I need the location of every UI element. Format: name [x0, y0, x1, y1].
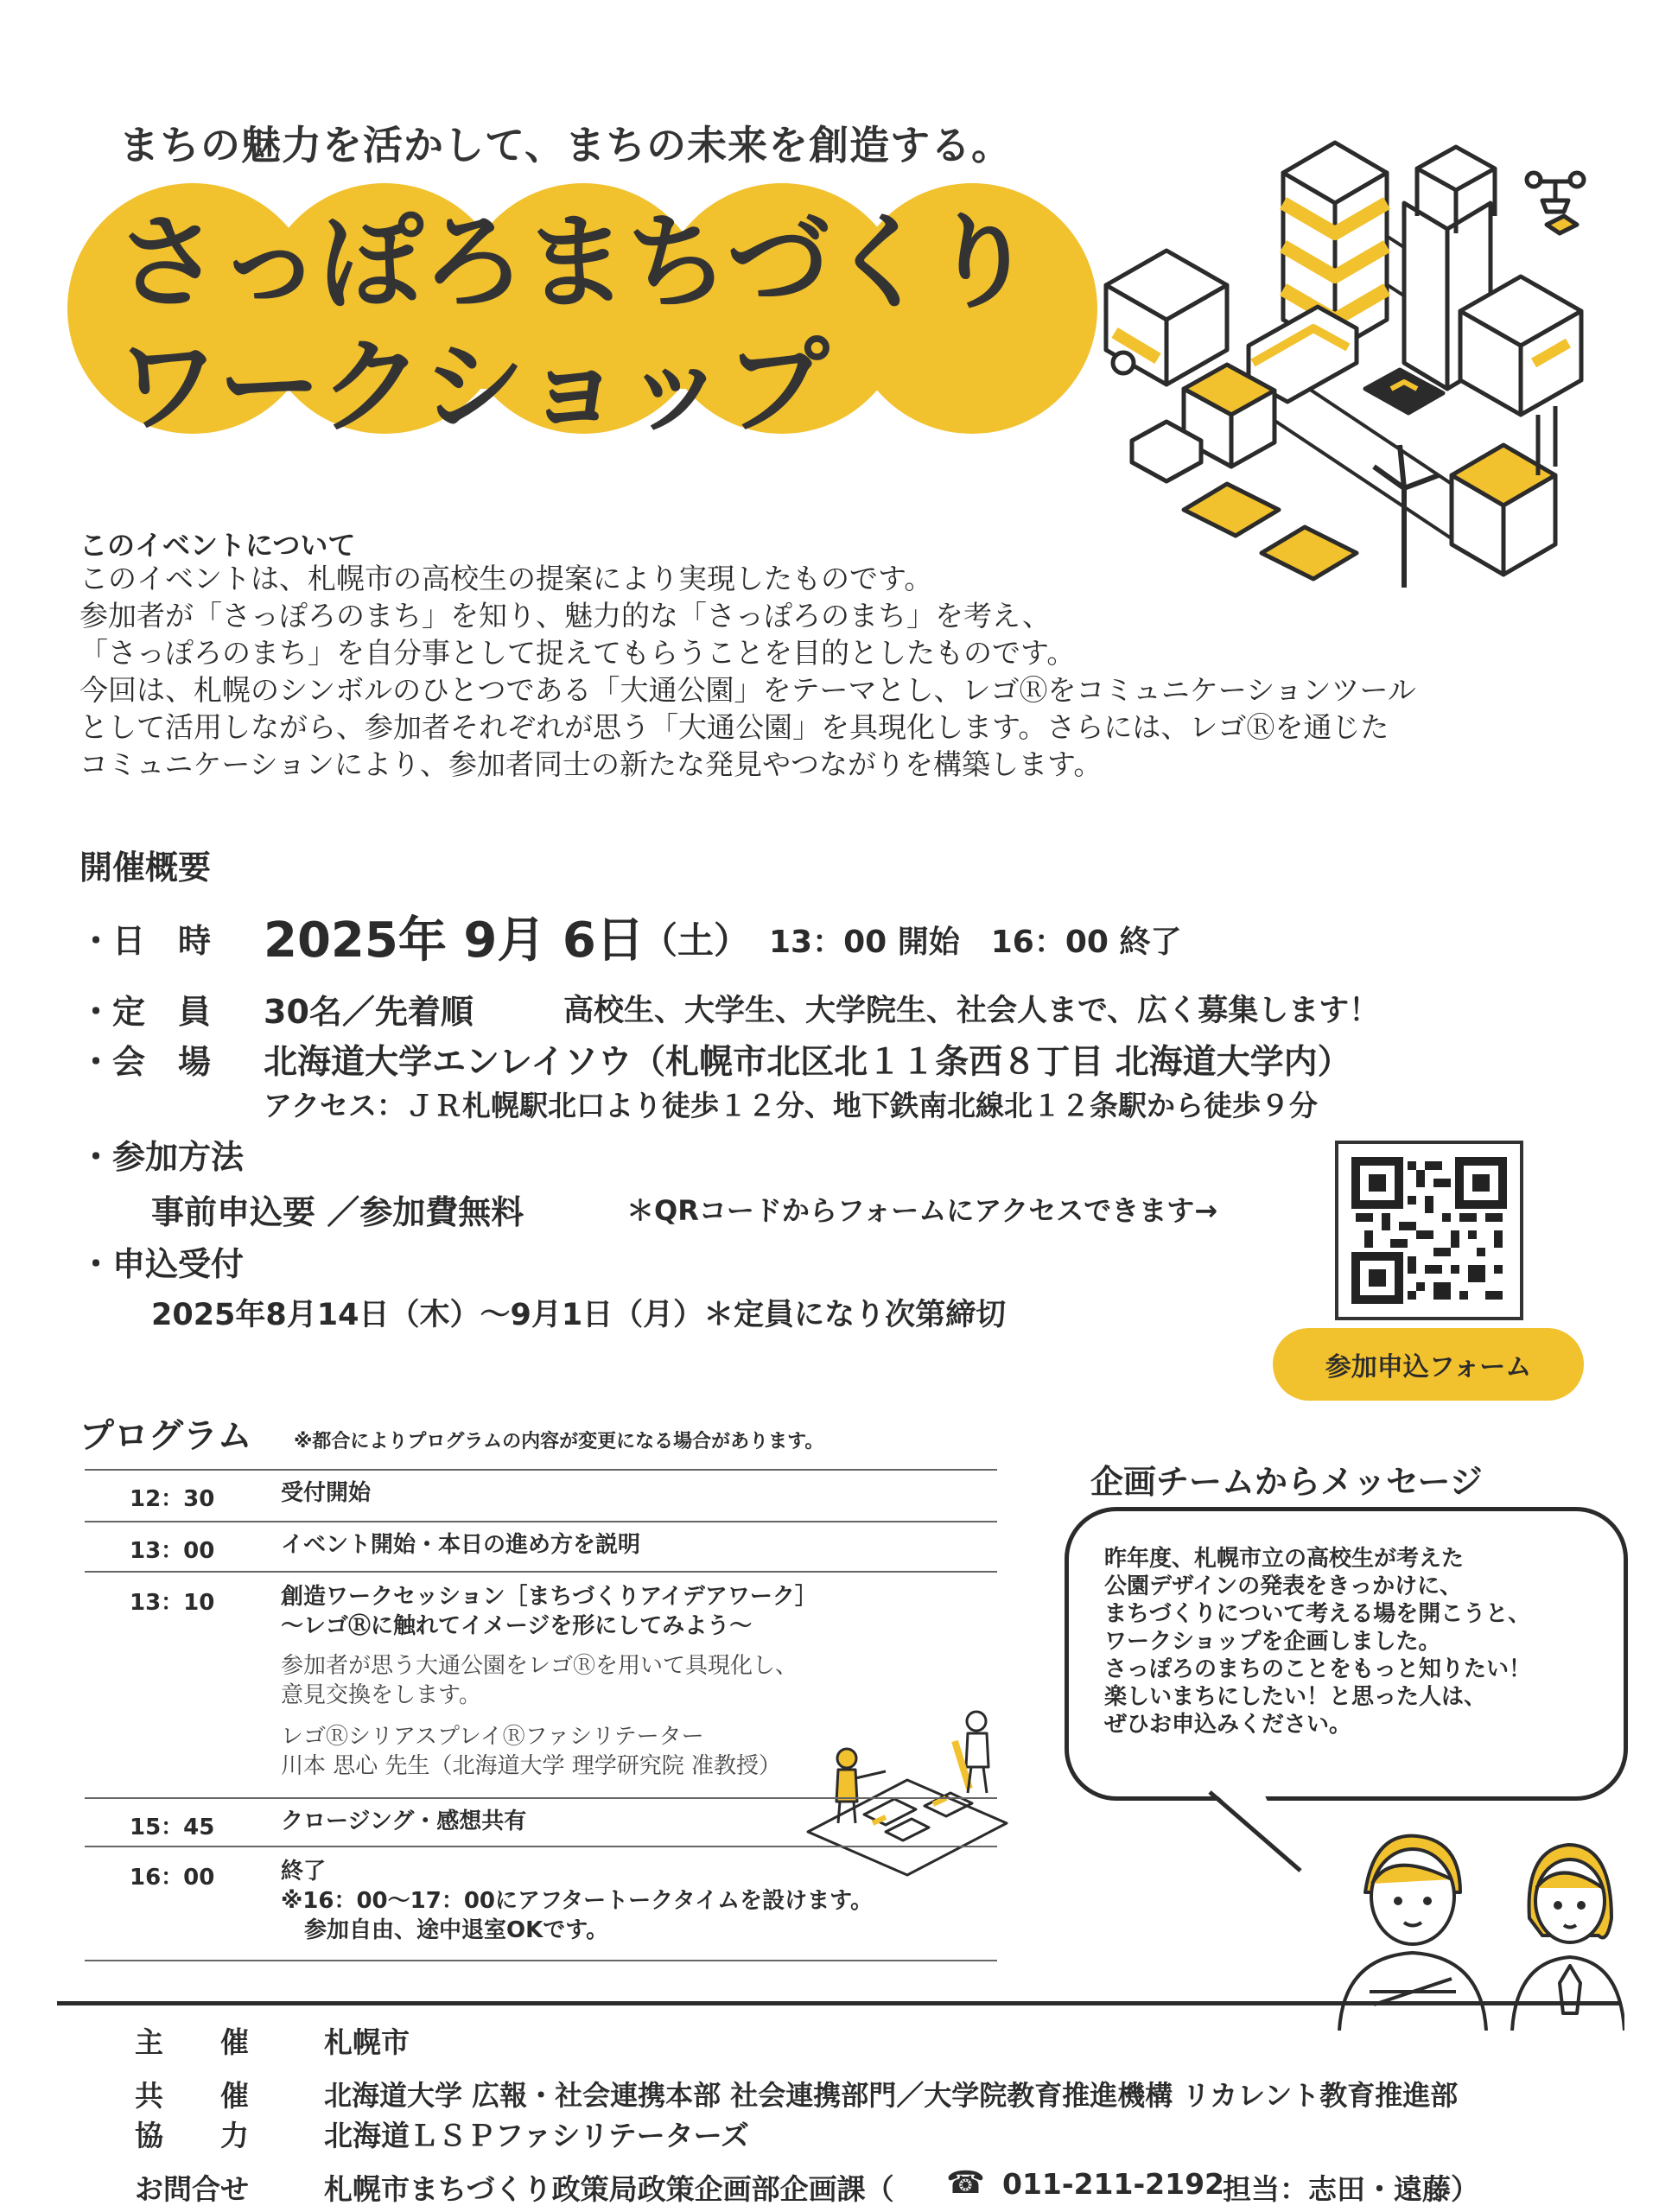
program-time: 13：10	[130, 1590, 215, 1616]
venue-row	[79, 1035, 211, 1083]
capacity-label: ・定 員	[79, 993, 212, 1031]
contact-phone[interactable]: 011-211-2192	[1002, 2167, 1225, 2201]
reception-label: ・申込受付	[79, 1245, 245, 1283]
message-line: 公園デザインの発表をきっかけに、	[1104, 1573, 1463, 1599]
city-illustration	[1097, 104, 1616, 605]
program-detail: 意見交換をします。	[281, 1682, 481, 1708]
contact-person: 担当：志田・遠藤）	[1223, 2172, 1479, 2206]
message-line: ワークショップを企画しました。	[1104, 1629, 1441, 1655]
datetime-label: ・日 時	[79, 922, 212, 960]
overview-heading: 開催概要	[79, 849, 212, 887]
about-line: 今回は、札幌のシンボルのひとつである「大通公園」をテーマとし、レゴⓇをコミュニケーションツール	[79, 673, 1416, 707]
datetime-row	[79, 914, 211, 962]
title-line-1: さっぽろまちづくり	[116, 203, 1033, 323]
venue-access: アクセス：ＪＲ札幌駅北口より徒歩１２分、地下鉄南北線北１２条駅から徒歩９分	[264, 1089, 1319, 1122]
apply-form-button[interactable]: 参加申込フォーム	[1273, 1328, 1584, 1401]
support-label: 協 力	[135, 2119, 249, 2152]
qr-code-pattern	[1338, 1144, 1520, 1317]
program-divider	[85, 1469, 997, 1471]
program-time: 12：30	[130, 1486, 215, 1512]
program-note-line: ※16：00～17：00にアフタートークタイムを設けます。	[281, 1888, 874, 1914]
program-divider	[85, 1521, 997, 1522]
contact-dept: 札幌市まちづくり政策局政策企画部企画課（	[324, 2172, 894, 2206]
program-divider	[85, 1797, 997, 1799]
method-row	[79, 1130, 244, 1178]
event-time: 13：00 開始 16：00 終了	[769, 925, 1182, 960]
about-line: 「さっぽろのまち」を自分事として捉えてもらうことを目的としたものです。	[79, 636, 1076, 670]
method-value: 事前申込要 ／参加費無料	[151, 1193, 524, 1231]
program-facilitator: 川本 思心 先生（北海道大学 理学研究院 准教授）	[281, 1753, 782, 1779]
about-body	[79, 560, 1566, 783]
reception-value: 2025年8月14日（木）～9月1日（月）＊定員になり次第締切	[151, 1298, 1007, 1332]
event-weekday: （土）	[641, 919, 751, 962]
capacity-value: 30名／先着順	[264, 993, 474, 1031]
message-heading: 企画チームからメッセージ	[1090, 1463, 1483, 1501]
program-title: 創造ワークセッション［まちづくりアイデアワーク］	[281, 1584, 817, 1610]
program-divider	[85, 1571, 997, 1573]
message-line: 昨年度、札幌市立の高校生が考えた	[1104, 1546, 1465, 1572]
capacity-row	[79, 985, 211, 1033]
organizer-value: 札幌市	[324, 2025, 410, 2059]
program-title: クロージング・感想共有	[281, 1808, 527, 1834]
message-text	[1104, 1545, 1531, 1738]
program-facilitator: レゴⓇシリアスプレイⓇファシリテーター	[281, 1724, 704, 1750]
message-line: 楽しいまちにしたい！と思った人は、	[1104, 1684, 1487, 1710]
event-date: 2025年 9月 6日	[264, 912, 645, 969]
program-note: ※都合によりプログラムの内容が変更になる場合があります。	[294, 1431, 824, 1452]
qr-code[interactable]	[1335, 1141, 1523, 1320]
program-time: 15：45	[130, 1815, 215, 1840]
method-label: ・参加方法	[79, 1138, 245, 1176]
message-line: さっぽろのまちのことをもっと知りたい！	[1104, 1656, 1532, 1682]
contact-label: お問合せ	[135, 2172, 249, 2206]
program-divider	[85, 1960, 997, 1961]
about-line: として活用しながら、参加者それぞれが思う「大通公園」を具現化します。さらには、レゴⓇを通じた	[79, 710, 1389, 744]
workshop-illustration	[804, 1702, 1011, 1884]
program-title: 終了	[281, 1859, 327, 1885]
message-line: ぜひお申込みください。	[1104, 1712, 1352, 1738]
reception-row	[79, 1237, 244, 1285]
about-heading: このイベントについて	[79, 529, 356, 562]
about-line: このイベントは、札幌市の高校生の提案により実現したものです。	[79, 562, 933, 595]
bubble-tail	[1201, 1789, 1313, 1875]
program-subtitle: ～レゴⓇに触れてイメージを形にしてみよう～	[281, 1613, 753, 1639]
program-title: イベント開始・本日の進め方を説明	[281, 1532, 641, 1558]
method-note: ＊QRコードからフォームにアクセスできます→	[626, 1194, 1218, 1227]
tagline: まちの魅力を活かして、まちの未来を創造する。	[119, 122, 1013, 168]
program-time: 16：00	[130, 1865, 215, 1891]
venue-value: 北海道大学エンレイソウ（札幌市北区北１１条西８丁目 北海道大学内）	[264, 1043, 1351, 1082]
program-divider	[85, 1846, 997, 1847]
message-line: まちづくりについて考える場を開こうと、	[1104, 1601, 1531, 1627]
venue-label: ・会 場	[79, 1043, 212, 1081]
co-organizer-label: 共 催	[135, 2079, 249, 2113]
footer-divider	[57, 2001, 1621, 2005]
program-heading: プログラム	[79, 1416, 252, 1456]
program-detail: 参加者が思う大通公園をレゴⓇを用いて具現化し、	[281, 1653, 798, 1679]
organizer-label: 主 催	[135, 2025, 249, 2059]
about-line: コミュニケーションにより、参加者同士の新たな発見やつながりを構築します。	[79, 747, 1103, 781]
phone-icon: ☎	[946, 2165, 985, 2201]
co-organizer-value: 北海道大学 広報・社会連携本部 社会連携部門／大学院教育推進機構 リカレント教育推進部	[324, 2079, 1459, 2112]
program-note-line: 参加自由、途中退室OKです。	[304, 1917, 609, 1943]
program-title: 受付開始	[281, 1480, 372, 1506]
team-illustration	[1322, 1806, 1624, 2031]
program-time: 13：00	[130, 1538, 215, 1564]
support-value: 北海道ＬＳＰファシリテーターズ	[324, 2119, 750, 2152]
capacity-note: 高校生、大学生、大学院生、社会人まで、広く募集します！	[563, 994, 1380, 1028]
title-line-2: ワークショップ	[116, 327, 828, 448]
about-line: 参加者が「さっぽろのまち」を知り、魅力的な「さっぽろのまち」を考え、	[79, 599, 1051, 632]
